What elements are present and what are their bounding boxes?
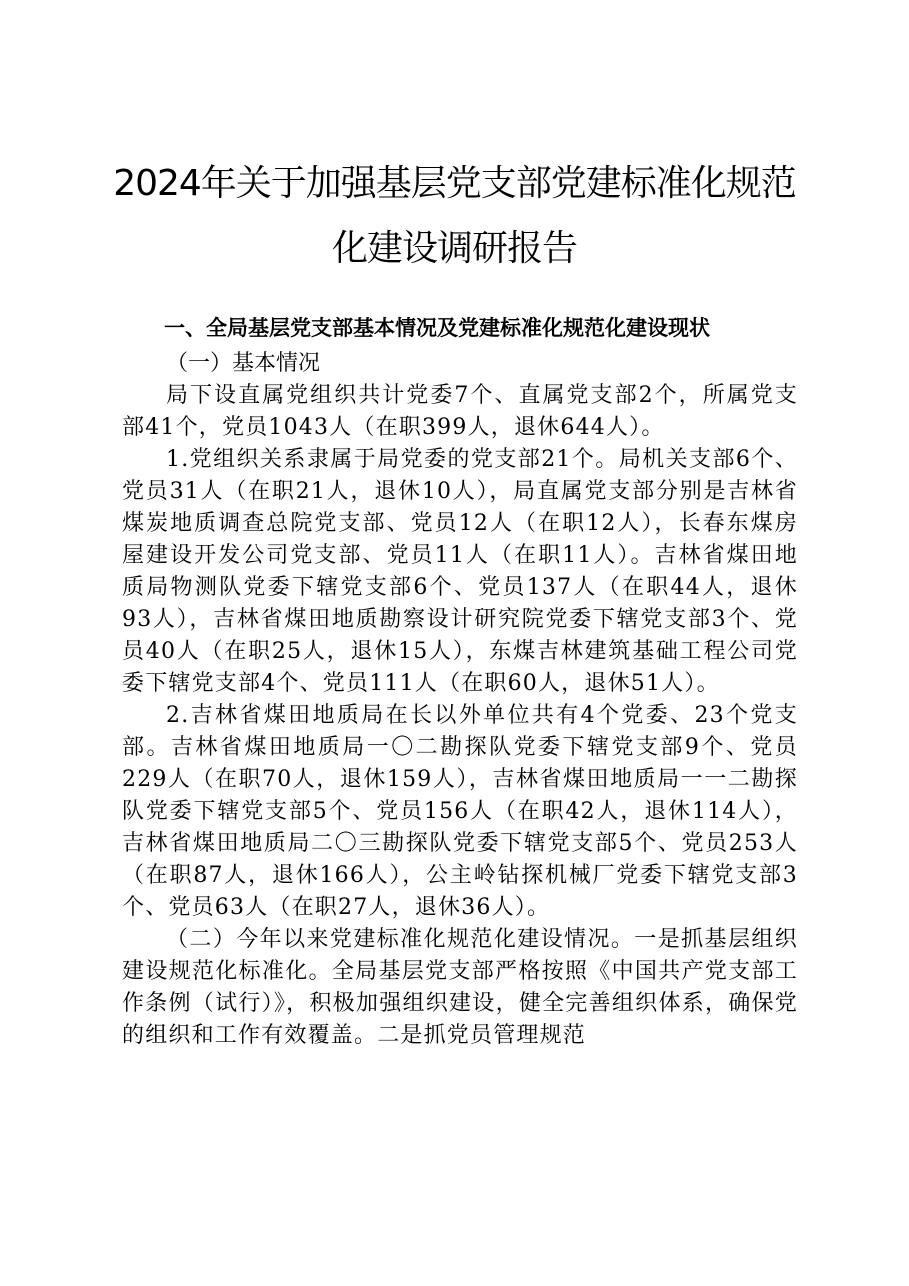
paragraph-2: 1.党组织关系隶属于局党委的党支部21个。局机关支部6个、党员31人（在职21人，退休10人），局直属党支部分别是吉林省煤炭地质调查总院党支部、党员12人（在职12人），长春东煤房屋建设开发公司党支部、党员11人（在职11人）。吉林省煤田地质局物测队党委下辖党支部6个、党员137人（在职44人，退休93人），吉林省煤田地质勘察设计研究院党委下辖党支部3个、党员40人（在职25人，退休15人），东煤吉林建筑基础工程公司党委下辖党支部4个、党员111人（在职60人，退休51人）。 xyxy=(122,447,798,696)
paragraph-4: （二）今年以来党建标准化规范化建设情况。一是抓基层组织建设规范化标准化。全局基层党支部严格按照《中国共产党支部工作条例（试行）》，积极加强组织建设，健全完善组织体系，确保党的组织和工作有效覆盖。二是抓党员管理规范 xyxy=(122,927,798,1048)
subsection-1-heading: （一）基本情况 xyxy=(166,351,321,376)
document-title-line-1: 2024年关于加强基层党支部党建标准化规范 xyxy=(113,163,796,204)
section-1-heading: 一、全局基层党支部基本情况及党建标准化规范化建设现状 xyxy=(164,316,710,340)
document-title-line-2: 化建设调研报告 xyxy=(331,228,577,269)
paragraph-1: 局下设直属党组织共计党委7个、直属党支部2个，所属党支部41个，党员1043人（在职399人，退休644人）。 xyxy=(122,383,798,440)
paragraph-3: 2.吉林省煤田地质局在长以外单位共有4个党委、23个党支部。吉林省煤田地质局一〇二勘探队党委下辖党支部9个、党员229人（在职70人，退休159人），吉林省煤田地质局一一二勘探队党委下辖党支部5个、党员156人（在职42人，退休114人），吉林省煤田地质局二〇三勘探队党委下辖党支部5个、党员253人（在职87人，退休166人），公主岭钻探机械厂党委下辖党支部3个、党员63人（在职27人，退休36人）。 xyxy=(122,703,798,920)
document-body xyxy=(122,312,798,1052)
